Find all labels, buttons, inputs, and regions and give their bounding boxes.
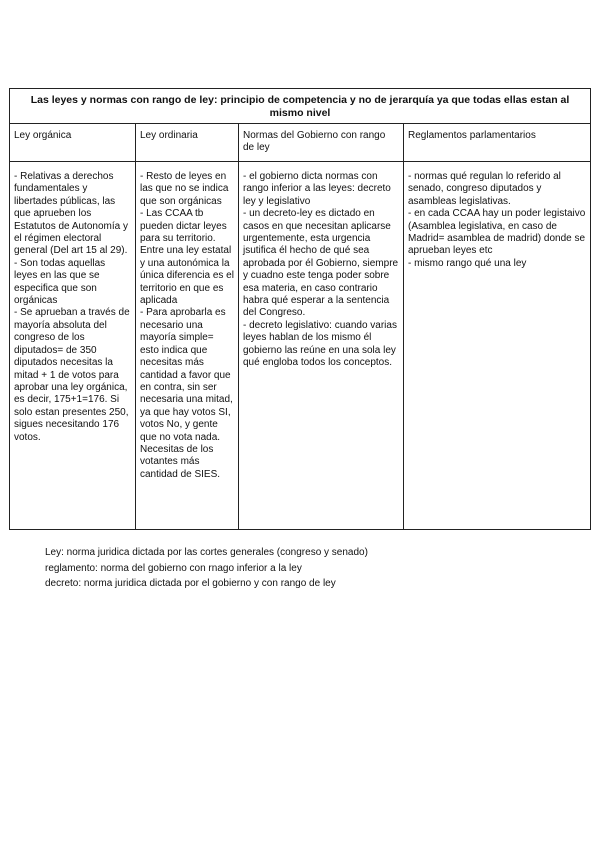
laws-table	[9, 88, 591, 530]
header-reglamentos: Reglamentos parlamentarios	[404, 124, 591, 162]
header-ley-ordinaria: Ley ordinaria	[136, 124, 239, 162]
list-item: - un decreto-ley es dictado en casos en que necesitan aplicarse urgentemente, esta urgencia jsutifica él hecho de qué sea aprobada por él Gobierno, siempre y cuadno este tenga poder sobre esa materia, en caso contrario habra qué esperar a la sentencia del Congreso.	[243, 208, 399, 319]
table-title: Las leyes y normas con rango de ley: principio de competencia y no de jerarquía ya que todas ellas estan al mismo nivel	[10, 89, 591, 124]
cell-reglamentos	[404, 162, 591, 530]
list-item: - en cada CCAA hay un poder legistaivo (Asamblea legislativa, en caso de Madrid= asamblea de madrid) donde se aprueban leyes etc	[408, 208, 586, 257]
note-decreto: decreto: norma juridica dictada por el gobierno y con rango de ley	[45, 578, 336, 589]
definitions-notes	[45, 545, 368, 592]
list-item: - mismo rango qué una ley	[408, 257, 527, 269]
list-item: - Relativas a derechos fundamentales y libertades públicas, las que aprueben los Estatutos de Autonomía y el régimen electoral general (Del art 15 al 29).	[14, 171, 128, 257]
list-item: - normas qué regulan lo referido al senado, congreso diputados y asambleas legislativas.	[408, 171, 561, 207]
list-item: - Las CCAA tb pueden dictar leyes para su territorio. Entre una ley estatal y una autonómica la única diferencia es el territorio en que es aplicada	[140, 208, 234, 307]
list-item: - Son todas aquellas leyes en las que se especifica que son orgánicas	[14, 257, 106, 307]
cell-normas-gobierno	[239, 162, 404, 530]
cell-ley-organica	[10, 162, 136, 530]
list-item: - Para aprobarla es necesario una mayoría simple= esto indica que necesitas más cantidad a favor que en contra, sin ser necesaria una mitad, ya que hay votos SI, votos No, y gente que no vota nada. Necesitas de los votantes más cantidad de SIES.	[140, 307, 233, 480]
note-ley: Ley: norma juridica dictada por las cortes generales (congreso y senado)	[45, 547, 368, 558]
header-normas-gobierno: Normas del Gobierno con rango de ley	[239, 124, 404, 162]
list-item: - el gobierno dicta normas con rango inferior a las leyes: decreto ley y legislativo	[243, 171, 391, 207]
note-reglamento: reglamento: norma del gobierno con rnago inferior a la ley	[45, 562, 302, 574]
list-item: - decreto legislativo: cuando varias leyes hablan de los mismo él gobierno las reúne en una sola ley qué engloba todos los conceptos.	[243, 319, 397, 369]
header-ley-organica: Ley orgánica	[10, 124, 136, 162]
list-item: - Resto de leyes en las que no se indica que son orgánicas	[140, 171, 229, 207]
cell-ley-ordinaria	[136, 162, 239, 530]
list-item: - Se aprueban a través de mayoría absoluta del congreso de los diputados= de 350 diputados necesitas la mitad + 1 de votos para aprobar una ley orgánica, es decir, 175+1=176. Si solo estan presentes 250, sigues necesitando 176 votos.	[14, 307, 130, 443]
